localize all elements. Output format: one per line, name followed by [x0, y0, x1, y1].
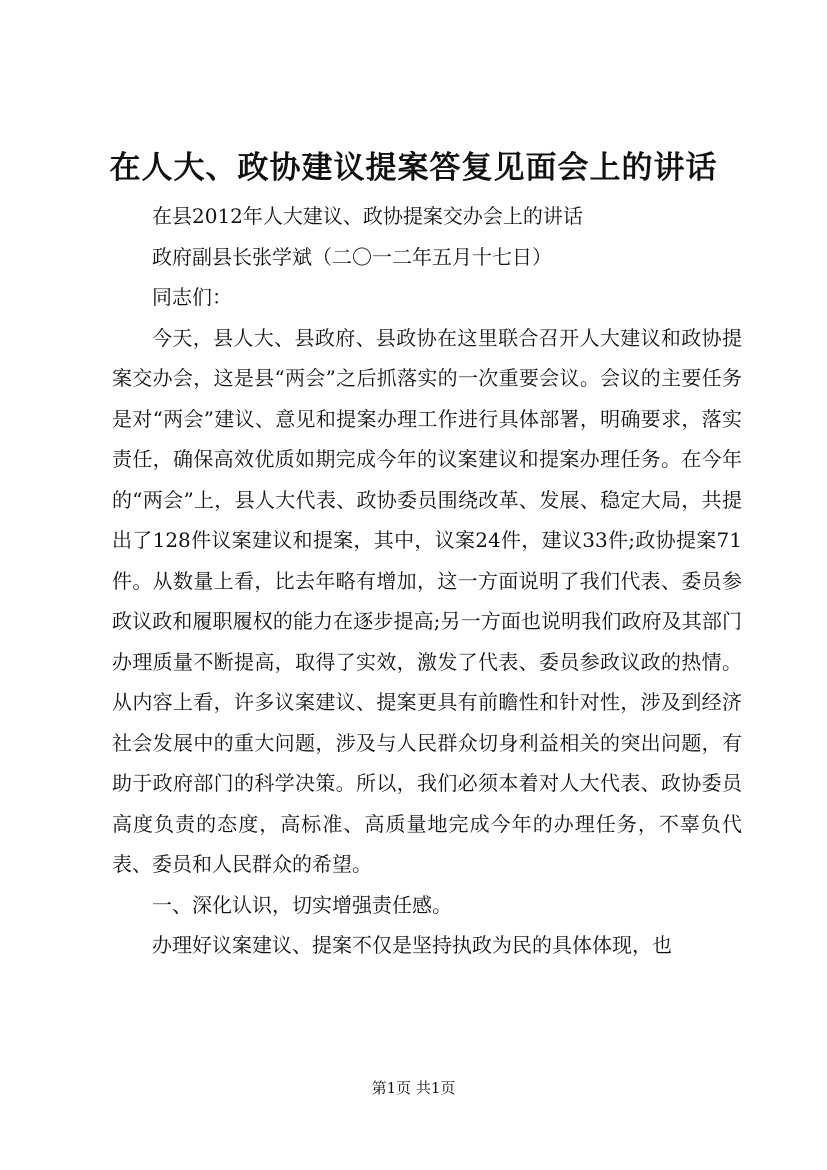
body-paragraph: 办理好议案建议、提案不仅是坚持执政为民的具体体现，也: [152, 933, 672, 957]
body-paragraph: 今天，县人大、县政府、县政协在这里联合召开人大建议和政协提案交办会，这是县“两会”之后抓落实的一次重要会议。会议的主要任务是对“两会”建议、意见和提案办理工作进行具体部署，明确要求，落实责任，确保高效优质如期完成今年的议案建议和提案办理任务。在今年的“两会”上，县人大代表、政协委员围绕改革、发展、稳定大局，共提出了128件议案建议和提案，其中，议案24件，建议33件;政协提案71件。从数量上看，比去年略有增加，这一方面说明了我们代表、委员参政议政和履职履权的能力在逐步提高;另一方面也说明我们政府及其部门办理质量不断提高，取得了实效，激发了代表、委员参政议政的热情。从内容上看，许多议案建议、提案更具有前瞻性和针对性，涉及到经济社会发展中的重大问题，涉及与人民群众切身利益相关的突出问题，有助于政府部门的科学决策。所以，我们必须本着对人大代表、政协委员高度负责的态度，高标准、高质量地完成今年的办理任务，不辜负代表、委员和人民群众的希望。: [112, 325, 742, 876]
salutation-paragraph: 同志们：: [152, 285, 232, 309]
document-title: 在人大、政协建议提案答复见面会上的讲话: [109, 150, 718, 186]
section-heading: 一、深化认识，切实增强责任感。: [152, 892, 452, 917]
page-footer: 第1页 共1页: [371, 1079, 456, 1097]
subtitle-paragraph: 在县2012年人大建议、政协提案交办会上的讲话: [152, 204, 583, 228]
document-body: [112, 196, 742, 966]
speaker-paragraph: 政府副县长张学斌（二〇一二年五月十七日）: [152, 244, 552, 269]
